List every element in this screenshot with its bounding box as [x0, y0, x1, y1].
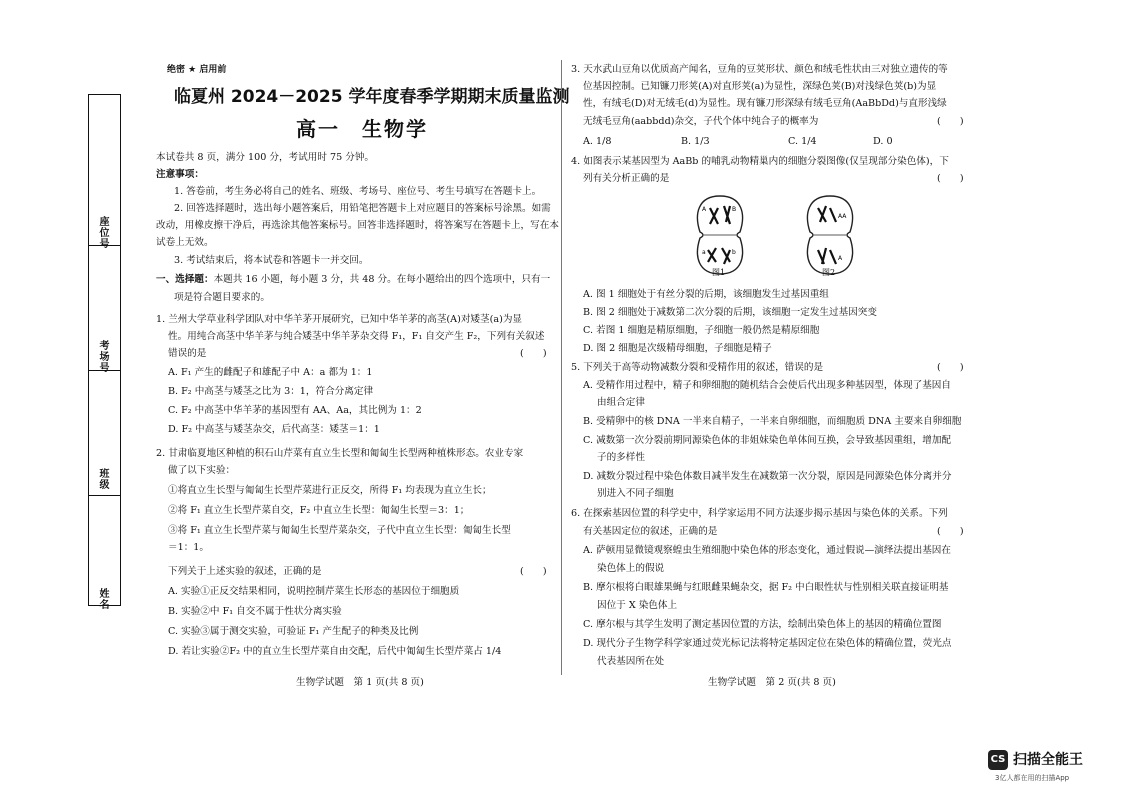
notice-2: 2. 回答选择题时，选出每小题答案后，用铅笔把答题卡上对应题目的答案标号涂黑。如需	[174, 203, 551, 214]
exam-info: 本试卷共 8 页，满分 100 分，考试用时 75 分钟。	[156, 152, 375, 163]
figure-1-caption: 图1	[712, 268, 726, 277]
option-c: C. 摩尔根与其学生发明了测定基因位置的方法，绘制出染色体上的基因的精确位置图	[583, 619, 942, 630]
question-2-ask: 下列关于上述实验的叙述，正确的是	[168, 566, 322, 577]
scanner-logo-icon: CS	[988, 750, 1008, 770]
option-c: C. 减数第一次分裂前期同源染色体的非姐妹染色单体间互换，会导致基因重组，增加配	[583, 435, 952, 446]
question-5: 5. 下列关于高等动物减数分裂和受精作用的叙述，错误的是	[571, 362, 824, 373]
exam-room-label: 考 场 号	[99, 341, 110, 374]
notice-1: 1. 答卷前，考生务必将自己的姓名、班级、考场号、座位号、考生号填写在答题卡上。	[174, 186, 542, 197]
option-b-cont: 因位于 X 染色体上	[597, 600, 678, 611]
question-3-cont: 位基因控制。已知镰刀形荚(A)对直形荚(a)为显性，深绿色荚(B)对浅绿色荚(b)为显	[583, 81, 937, 92]
class-label: 班 级	[99, 469, 110, 491]
scanner-app-name: 扫描全能王	[1013, 752, 1083, 768]
question-4-cont: 列有关分析正确的是	[583, 173, 670, 184]
question-2: 2. 甘肃临夏地区种植的积石山芹菜有直立生长型和匍匐生长型两种植株形态。农业专家	[156, 448, 524, 459]
option-a: A. 受精作用过程中，精子和卵细胞的随机结合会使后代出现多种基因型，体现了基因自	[583, 380, 951, 391]
option-b: B. 受精卵中的核 DNA 一半来自精子，一半来自卵细胞，而细胞质 DNA 主要来自卵细胞	[583, 416, 962, 427]
option-d: D. 若让实验②F₂ 中的直立生长型芹菜自由交配，后代中匍匐生长型芹菜占 1/4	[168, 646, 502, 657]
confidential-mark: 绝密 ★ 启用前	[167, 65, 227, 75]
question-3-cont: 无绒毛豆角(aabbdd)杂交，子代个体中纯合子的概率为	[583, 116, 819, 127]
option-c: C. 若图 1 细胞是精原细胞，子细胞一般仍然是精原细胞	[583, 325, 820, 336]
option-b: B. 1/3	[681, 136, 710, 147]
option-b: B. 实验②中 F₁ 自交不属于性状分离实验	[168, 606, 342, 617]
notice-3: 3. 考试结束后，将本试卷和答题卡一并交回。	[174, 255, 369, 266]
svg-text:B: B	[732, 206, 737, 213]
notice-title: 注意事项：	[156, 169, 204, 180]
option-d: D. 0	[873, 136, 893, 147]
name-label: 姓 名	[99, 589, 110, 611]
question-1-cont: 错误的是	[168, 348, 207, 359]
experiment-3: ③将 F₁ 直立生长型芹菜与匍匐生长型芹菜杂交，子代中直立生长型：匍匐生长型	[168, 525, 511, 536]
svg-text:A: A	[838, 255, 843, 262]
experiment-2: ②将 F₁ 直立生长型芹菜自交，F₂ 中直立生长型：匍匐生长型＝3：1；	[168, 505, 470, 516]
option-a: A. F₁ 产生的雌配子和雄配子中 A：a 都为 1：1	[168, 367, 373, 378]
option-b: B. 摩尔根将白眼雄果蝇与红眼雌果蝇杂交，据 F₂ 中白眼性状与性别相关联直接证明基	[583, 582, 949, 593]
section-heading-cont: 项是符合题目要求的。	[174, 292, 270, 303]
question-4: 4. 如图表示某基因型为 AaBb 的哺乳动物精巢内的细胞分裂图像(仅呈现部分染色体)，下	[571, 156, 949, 167]
option-d: D. F₂ 中高茎与矮茎杂交，后代高茎：矮茎＝1：1	[168, 424, 380, 435]
experiment-3-cont: ＝1：1。	[168, 542, 209, 553]
option-d-cont: 代表基因所在处	[597, 656, 665, 667]
figure-1-cell-diagram	[690, 194, 750, 276]
page-divider	[561, 60, 562, 675]
answer-bracket: ( )	[937, 526, 964, 537]
option-c-cont: 子的多样性	[597, 452, 645, 463]
seat-label: 座 位 号	[99, 217, 110, 250]
question-2-cont: 做了以下实验：	[168, 465, 236, 476]
option-a-cont: 染色体上的假说	[597, 563, 665, 574]
question-6: 6. 在探索基因位置的科学史中，科学家运用不同方法逐步揭示基因与染色体的关系。下列	[571, 508, 948, 519]
notice-2-cont: 改动，用橡皮擦干净后，再选涂其他答案标号。回答非选择题时，将答案写在答题卡上，写在本	[156, 220, 559, 231]
page-footer-left: 生物学试题 第 1 页(共 8 页)	[296, 677, 424, 688]
svg-text:AA: AA	[838, 213, 847, 220]
answer-bracket: ( )	[937, 116, 964, 127]
answer-bracket: ( )	[937, 362, 964, 373]
q3-options	[583, 136, 1003, 150]
option-a: A. 1/8	[583, 136, 612, 147]
answer-bracket: ( )	[937, 173, 964, 184]
option-c: C. F₂ 中高茎中华羊茅的基因型有 AA、Aa，其比例为 1：2	[168, 405, 422, 416]
option-a: A. 图 1 细胞处于有丝分裂的后期，该细胞发生过基因重组	[583, 289, 829, 300]
answer-bracket: ( )	[520, 566, 547, 577]
svg-text:b: b	[732, 249, 736, 256]
option-a: A. 萨顿用显微镜观察蝗虫生殖细胞中染色体的形态变化，通过假说—演绎法提出基因在	[583, 545, 951, 556]
question-1: 1. 兰州大学草业科学团队对中华羊茅开展研究，已知中华羊茅的高茎(A)对矮茎(a)为显	[156, 314, 523, 325]
option-d-cont: 别进入不同子细胞	[597, 488, 674, 499]
figure-2-cell-diagram	[800, 194, 860, 276]
svg-text:a: a	[702, 249, 706, 256]
page-footer-right: 生物学试题 第 2 页(共 8 页)	[708, 677, 836, 688]
section-heading: 一、选择题：本题共 16 小题，每小题 3 分，共 48 分。在每小题给出的四个选项中，只有一	[156, 274, 551, 285]
question-3: 3. 天水武山豆角以优质高产闻名，豆角的豆荚形状、颜色和绒毛性状由三对独立遗传的等	[571, 64, 948, 75]
question-6-cont: 有关基因定位的叙述，正确的是	[583, 526, 718, 537]
subject-title: 高一 生物学	[296, 117, 428, 141]
question-3-cont: 性，有绒毛(D)对无绒毛(d)为显性。现有镰刀形深绿有绒毛豆角(AaBbDd)与直形浅绿	[583, 98, 947, 109]
option-b: B. 图 2 细胞处于减数第二次分裂的后期，该细胞一定发生过基因突变	[583, 307, 877, 318]
option-b: B. F₂ 中高茎与矮茎之比为 3：1，符合分离定律	[168, 386, 374, 397]
option-d: D. 现代分子生物学科学家通过荧光标记法将特定基因定位在染色体的精确位置，荧光点	[583, 638, 952, 649]
notice-2-cont: 试卷上无效。	[156, 237, 214, 248]
option-a: A. 实验①正反交结果相同，说明控制芹菜生长形态的基因位于细胞质	[168, 586, 460, 597]
svg-text:A: A	[702, 206, 707, 213]
option-c: C. 1/4	[788, 136, 817, 147]
exam-title: 临夏州 2024－2025 学年度春季学期期末质量监测	[174, 87, 570, 107]
scanner-tagline: 3亿人都在用的扫描App	[995, 774, 1070, 782]
option-c: C. 实验③属于测交实验，可验证 F₁ 产生配子的种类及比例	[168, 626, 419, 637]
option-a-cont: 由组合定律	[597, 397, 645, 408]
experiment-1: ①将直立生长型与匍匐生长型芹菜进行正反交，所得 F₁ 均表现为直立生长；	[168, 485, 492, 496]
option-d: D. 图 2 细胞是次级精母细胞，子细胞是精子	[583, 343, 772, 354]
option-d: D. 减数分裂过程中染色体数目减半发生在减数第一次分裂，原因是同源染色体分离并分	[583, 471, 952, 482]
answer-bracket: ( )	[520, 348, 547, 359]
question-1-cont: 性。用纯合高茎中华羊茅与纯合矮茎中华羊茅杂交得 F₁，F₁ 自交产生 F₂，下列有关叙述	[168, 331, 545, 342]
figure-2-caption: 图2	[822, 268, 836, 277]
